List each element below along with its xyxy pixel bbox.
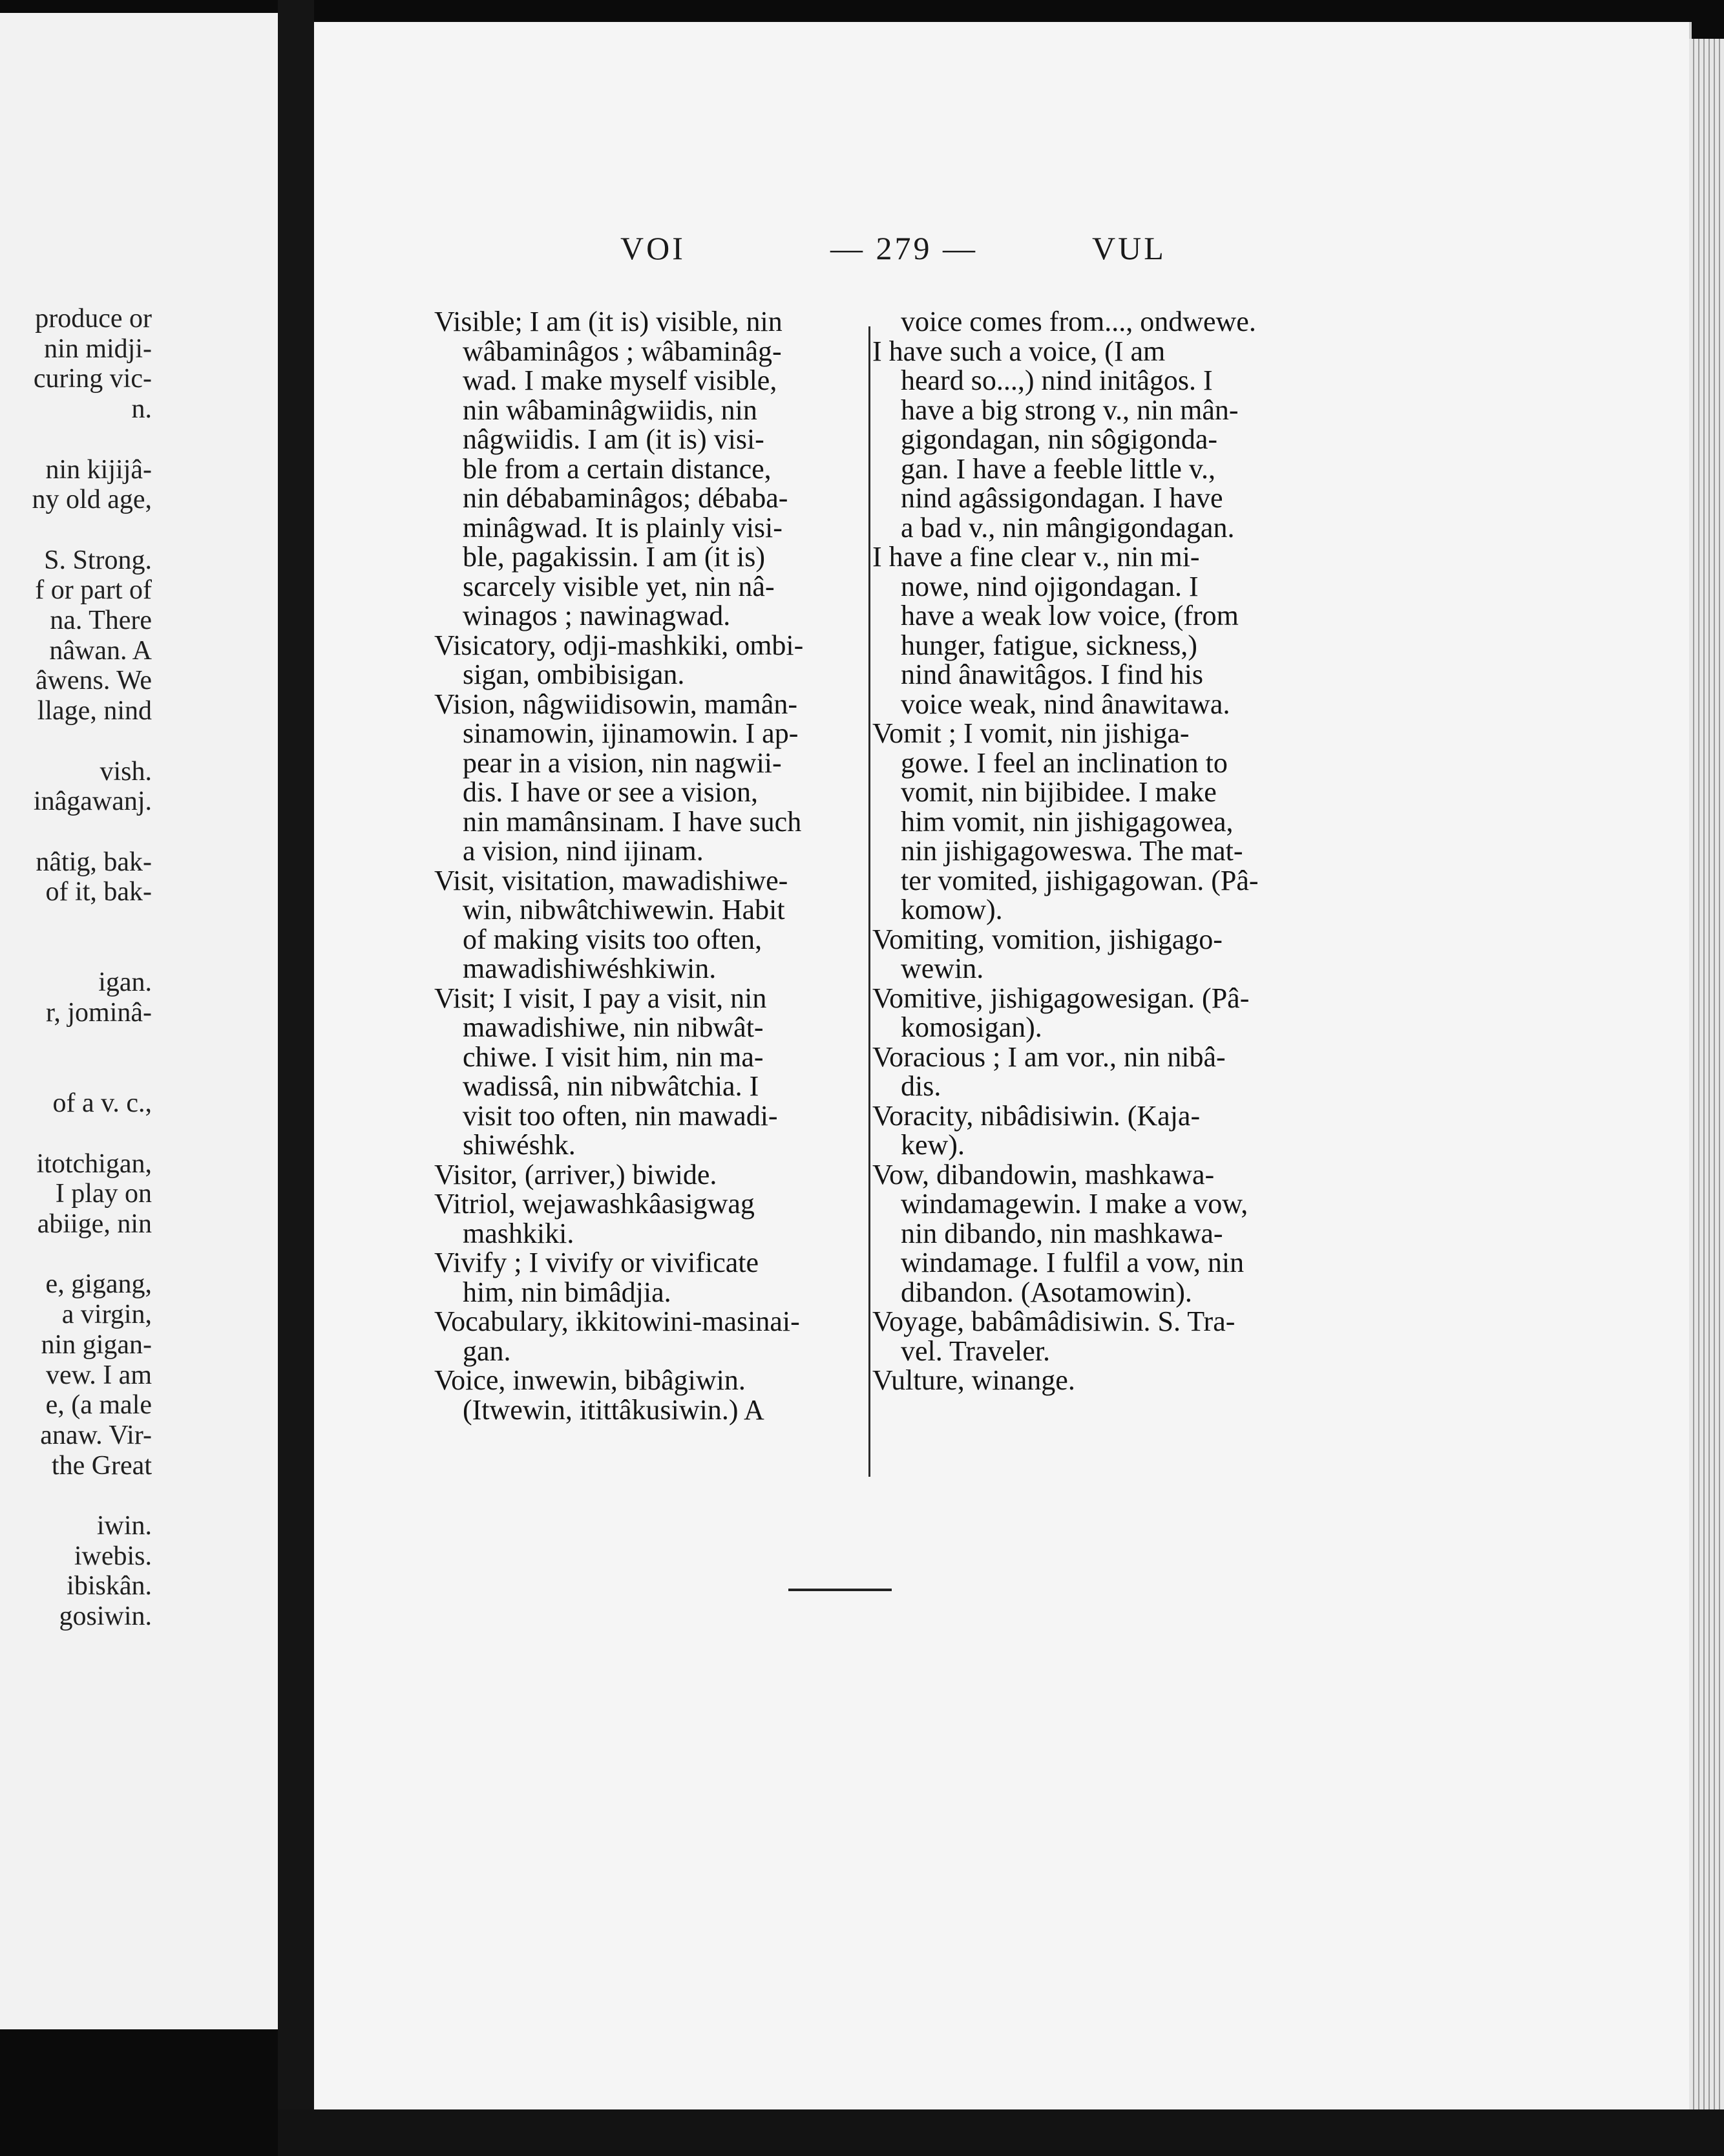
entry-line: windamagewin. I make a vow, [901, 1188, 1248, 1220]
entry-line: vomit, nin bijibidee. I make [901, 776, 1217, 808]
left-page-fragment: abiige, nin [37, 1209, 152, 1239]
left-page-fragment: vew. I am [45, 1360, 152, 1390]
left-page-fragment: produce or [35, 304, 152, 333]
page-stack-edge [1689, 39, 1724, 2126]
entry-line: dis. [901, 1070, 941, 1102]
left-page-fragment: gosiwin. [59, 1601, 152, 1632]
left-page-fragment: r, jominâ- [46, 998, 152, 1028]
left-page-fragment: na. There [50, 606, 152, 635]
left-page-fragment: nin midji- [44, 333, 152, 364]
left-page-fragment: âwens. We [35, 666, 152, 696]
entry-line: ble, pagakissin. I am (it is) [463, 541, 766, 573]
entry-line: nin débabaminâgos; débaba- [463, 482, 788, 514]
left-page-fragment: anaw. Vir- [40, 1420, 152, 1450]
left-page-fragment: vish. [100, 756, 152, 787]
entry-line: pear in a vision, nin nagwii- [463, 746, 782, 779]
entry-line: shiwéshk. [463, 1129, 576, 1161]
entry-line: wewin. [901, 953, 984, 984]
page-bottom-shadow [278, 2109, 1724, 2156]
entry-line: wadissâ, nin nibwâtchia. I [463, 1070, 759, 1102]
end-rule [788, 1589, 892, 1591]
left-page-fragment: nin kijijâ- [45, 454, 152, 485]
left-page-fragment: e, gigang, [45, 1269, 152, 1300]
entry-line: Vitriol, wejawashkâasigwag [434, 1188, 755, 1220]
entry-line: nâgwiidis. I am (it is) visi- [463, 423, 764, 455]
entry-line: Vivify ; I vivify or vivificate [434, 1247, 759, 1278]
entry-line: komosigan). [901, 1011, 1042, 1043]
page-number: — 279 — [830, 230, 978, 266]
entry-line: nin dibando, nin mashkawa- [901, 1217, 1223, 1249]
entry-line: Voice, inwewin, bibâgiwin. [434, 1364, 746, 1396]
entry-line: gowe. I feel an inclination to [901, 746, 1228, 779]
entry-line: Vomitive, jishigagowesigan. (Pâ- [872, 982, 1250, 1014]
entry-line: komow). [901, 894, 1003, 925]
entry-line: mawadishiwe, nin nibwât- [463, 1011, 764, 1043]
entry-line: wad. I make myself visible, [463, 365, 777, 396]
left-page-fragment: iwebis. [74, 1541, 152, 1571]
entry-line: Visible; I am (it is) visible, nin [434, 306, 783, 337]
entry-line: have a weak low voice, (from [901, 600, 1239, 631]
column-divider [868, 326, 870, 1477]
left-page-fragment: e, (a male [45, 1390, 152, 1421]
page-gutter [278, 0, 314, 2156]
entry-line: nowe, nind ojigondagan. I [901, 570, 1199, 602]
left-page-fragment: of it, bak- [45, 877, 152, 907]
entries-column-right [872, 307, 1338, 1395]
entry-line: winagos ; nawinagwad. [463, 600, 731, 631]
entry-line: sinamowin, ijinamowin. I ap- [463, 717, 799, 749]
entry-line: dibandon. (Asotamowin). [901, 1276, 1192, 1308]
left-page-fragment: llage, nind [37, 696, 152, 726]
running-head-right: VUL [1092, 230, 1166, 266]
entry-line: dis. I have or see a vision, [463, 776, 758, 808]
entry-line: Voracity, nibâdisiwin. (Kaja- [872, 1099, 1201, 1132]
entry-line: Voracious ; I am vor., nin nibâ- [872, 1041, 1226, 1073]
entry-line: Vow, dibandowin, mashkawa- [872, 1158, 1215, 1190]
entry-line: nin mamânsinam. I have such [463, 805, 802, 838]
left-page-fragment: iwin. [96, 1511, 152, 1541]
entry-line: Visicatory, odji-mashkiki, ombi- [434, 629, 804, 661]
running-head-left: VOI [620, 230, 686, 266]
entry-line: Vomiting, vomition, jishigago- [872, 923, 1223, 955]
entry-line: I have a fine clear v., nin mi- [872, 541, 1200, 573]
entry-line: Voyage, babâmâdisiwin. S. Tra- [872, 1305, 1235, 1337]
entry-line: win, nibwâtchiwewin. Habit [463, 894, 785, 925]
entry-line: Visitor, (arriver,) biwide. [434, 1158, 717, 1190]
entry-line: hunger, fatigue, sickness,) [901, 629, 1197, 661]
previous-page-edge [0, 13, 279, 2029]
entry-line: vel. Traveler. [901, 1335, 1050, 1367]
left-page-fragment: of a v. c., [52, 1088, 152, 1119]
entry-line: mawadishiwéshkiwin. [463, 953, 717, 984]
entry-line: wâbaminâgos ; wâbaminâg- [463, 335, 782, 367]
entry-line: voice weak, nind ânawitawa. [901, 688, 1230, 720]
entry-line: of making visits too often, [463, 923, 762, 955]
entry-line: Vulture, winange. [872, 1364, 1075, 1396]
left-page-fragment: nâwan. A [49, 635, 152, 666]
left-page-fragment: ibiskân. [67, 1571, 152, 1601]
entry-line: Visit, visitation, mawadishiwe- [434, 864, 788, 896]
entry-line: Vomit ; I vomit, nin jishiga- [872, 717, 1190, 749]
entry-line: gigondagan, nin sôgigonda- [901, 423, 1218, 455]
entry-line: have a big strong v., nin mân- [901, 394, 1239, 426]
left-page-fragment: I play on [55, 1179, 152, 1209]
entry-line: Vision, nâgwiidisowin, mamân- [434, 688, 797, 720]
left-page-fragment: itotchigan, [36, 1148, 152, 1179]
entry-line: heard so...,) nind initâgos. I [901, 365, 1213, 396]
left-page-fragment: nâtig, bak- [36, 847, 152, 877]
entry-line: nin wâbaminâgwiidis, nin [463, 394, 757, 426]
left-page-fragment: inâgawanj. [33, 787, 152, 817]
entry-line: chiwe. I visit him, nin ma- [463, 1041, 764, 1073]
left-page-fragment: a virgin, [61, 1300, 152, 1330]
entry-line: nin jishigagoweswa. The mat- [901, 835, 1243, 867]
entry-line: ble from a certain distance, [463, 452, 772, 485]
entry-line: him, nin bimâdjia. [463, 1276, 671, 1308]
entry-line: visit too often, nin mawadi- [463, 1099, 778, 1132]
entries-column-left [434, 307, 861, 1424]
entry-line: a bad v., nin mângigondagan. [901, 511, 1235, 544]
entry-line: kew). [901, 1129, 965, 1161]
left-page-fragment: nin gigan- [41, 1329, 152, 1360]
entry-line: minâgwad. It is plainly visi- [463, 511, 783, 544]
left-page-fragment: n. [131, 394, 152, 425]
entry-line: scarcely visible yet, nin nâ- [463, 570, 775, 602]
entry-line: him vomit, nin jishigagowea, [901, 805, 1234, 838]
entry-line: a vision, nind ijinam. [463, 835, 704, 867]
entry-line: windamage. I fulfil a vow, nin [901, 1247, 1245, 1278]
left-page-fragment: the Great [51, 1450, 152, 1481]
entry-line: nind agâssigondagan. I have [901, 482, 1223, 514]
entry-line: sigan, ombibisigan. [463, 659, 685, 690]
entry-line: ter vomited, jishigagowan. (Pâ- [901, 864, 1259, 896]
left-page-fragment: ny old age, [32, 485, 152, 515]
left-page-fragment: curing vic- [33, 364, 152, 394]
left-page-fragment: S. Strong. [44, 545, 152, 575]
entry-line: I have such a voice, (I am [872, 335, 1166, 367]
entry-line: gan. [463, 1335, 511, 1367]
entry-line: nind ânawitâgos. I find his [901, 659, 1204, 690]
entry-line: gan. I have a feeble little v., [901, 452, 1216, 485]
entry-line: (Itwewin, itittâkusiwin.) A [463, 1393, 764, 1426]
entry-line: voice comes from..., ondwewe. [901, 306, 1256, 337]
entry-line: Vocabulary, ikkitowini-masinai- [434, 1305, 800, 1337]
left-page-fragment: igan. [98, 967, 152, 998]
left-page-fragment: f or part of [35, 575, 152, 606]
entry-line: Visit; I visit, I pay a visit, nin [434, 982, 767, 1014]
entry-line: mashkiki. [463, 1217, 574, 1249]
